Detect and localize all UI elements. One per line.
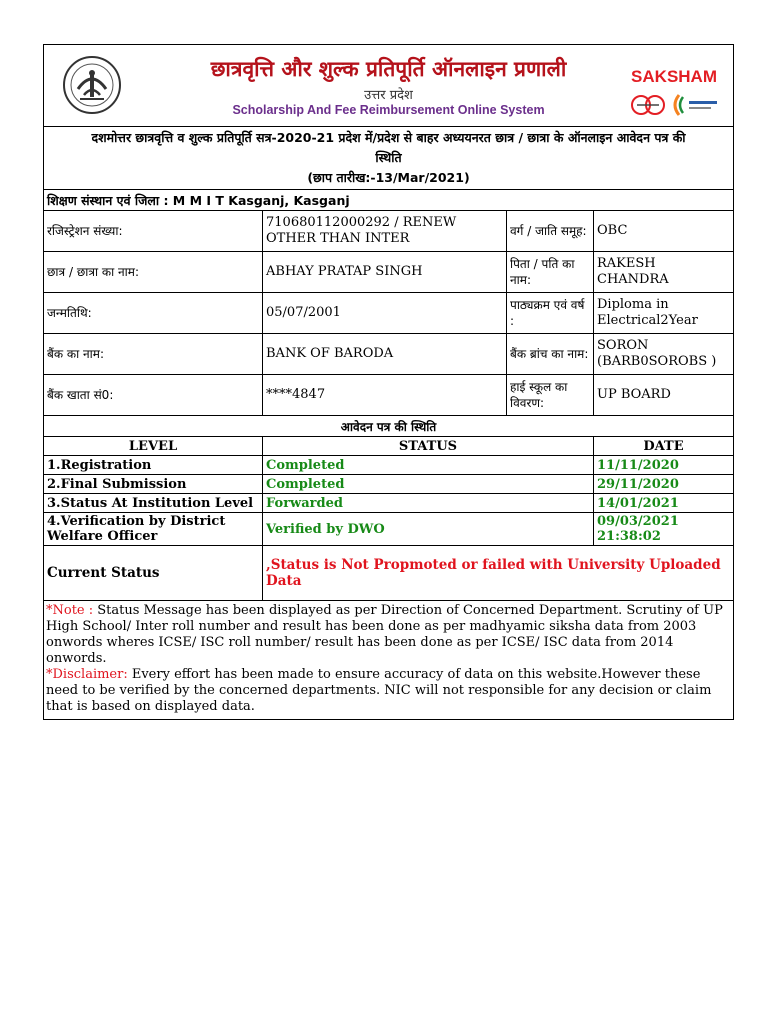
detail-row xyxy=(44,252,734,293)
level-cell: 4.Verification by District Welfare Officer xyxy=(44,513,263,546)
status-cell: Verified by DWO xyxy=(263,513,594,546)
category-label: वर्ग / जाति समूह: xyxy=(507,211,594,252)
status-section-title: आवेदन पत्र की स्थिति xyxy=(44,416,734,437)
detail-row xyxy=(44,334,734,375)
father-name-value: RAKESH CHANDRA xyxy=(594,252,734,293)
disclaimer-label: *Disclaimer: xyxy=(46,667,128,682)
status-column-header-cell: STATUS xyxy=(263,437,594,456)
registration-value: 710680112000292 / RENEW OTHER THAN INTER xyxy=(263,211,507,252)
course-label: पाठ्यक्रम एवं वर्ष : xyxy=(507,293,594,334)
detail-row xyxy=(44,293,734,334)
header-row xyxy=(44,45,734,127)
status-cell: Completed xyxy=(263,475,594,494)
detail-row xyxy=(44,211,734,252)
status-report xyxy=(43,44,733,720)
level-cell: 2.Final Submission xyxy=(44,475,263,494)
bank-name-label: बैंक का नाम: xyxy=(44,334,263,375)
date-cell: 09/03/2021 21:38:02 xyxy=(594,513,734,546)
status-cell: Forwarded xyxy=(263,494,594,513)
note-label: *Note : xyxy=(46,603,94,618)
current-status-label: Current Status xyxy=(44,546,263,601)
saksham-digital-india-logos-icon xyxy=(631,91,719,119)
status-column-header xyxy=(44,437,734,456)
account-number-label: बैंक खाता सं0: xyxy=(44,375,263,416)
date-cell: 29/11/2020 xyxy=(594,475,734,494)
date-cell: 14/01/2021 xyxy=(594,494,734,513)
high-school-value: UP BOARD xyxy=(594,375,734,416)
institution-row xyxy=(44,190,734,211)
print-date: (छाप तारीख:-13/Mar/2021) xyxy=(307,170,470,185)
date-column-header: DATE xyxy=(594,437,734,456)
current-status-value: ,Status is Not Propmoted or failed with University Uploaded Data xyxy=(263,546,734,601)
level-cell: 1.Registration xyxy=(44,456,263,475)
institution-district: शिक्षण संस्थान एवं जिला : M M I T Kasganj, Kasganj xyxy=(44,190,734,211)
course-value: Diploma in Electrical2Year xyxy=(594,293,734,334)
bank-name-value: BANK OF BARODA xyxy=(263,334,507,375)
father-name-label: पिता / पति का नाम: xyxy=(507,252,594,293)
table-row xyxy=(44,513,734,546)
dob-value: 05/07/2001 xyxy=(263,293,507,334)
saksham-brand: SAKSHAM xyxy=(631,67,717,86)
table-row xyxy=(44,494,734,513)
level-column-header: LEVEL xyxy=(44,437,263,456)
detail-row xyxy=(44,375,734,416)
bank-branch-value: SORON (BARB0SOROBS ) xyxy=(594,334,734,375)
date-cell: 11/11/2020 xyxy=(594,456,734,475)
table-row xyxy=(44,456,734,475)
category-value: OBC xyxy=(594,211,734,252)
session-heading: दशमोत्तर छात्रवृत्ति व शुल्क प्रतिपूर्ति सत्र-2020-21 प्रदेश में/प्रदेश से बाहर अध्ययनरत छात्र / छात्रा के ऑनलाइन आवेदन पत्र की xyxy=(91,130,686,145)
portal-header xyxy=(44,45,733,126)
registration-label: रजिस्ट्रेशन संख्या: xyxy=(44,211,263,252)
student-name-value: ABHAY PRATAP SINGH xyxy=(263,252,507,293)
dob-label: जन्मतिथि: xyxy=(44,293,263,334)
intro-row xyxy=(44,127,734,190)
bank-branch-label: बैंक ब्रांच का नाम: xyxy=(507,334,594,375)
high-school-label: हाई स्कूल का विवरण: xyxy=(507,375,594,416)
status-section-row xyxy=(44,416,734,437)
disclaimer-text: Every effort has been made to ensure accuracy of data on this website.However these need to be verified by the concerned departments. NIC will not responsible for any decision or claim that is based on displayed data. xyxy=(46,667,712,714)
account-number-value: ****4847 xyxy=(263,375,507,416)
portal-title-english: Scholarship And Fee Reimbursement Online System xyxy=(232,103,545,117)
state-name: उत्तर प्रदेश xyxy=(364,88,413,103)
note-block xyxy=(44,601,734,720)
status-cell: Completed xyxy=(263,456,594,475)
report-table xyxy=(43,44,734,720)
note-row xyxy=(44,601,734,720)
current-status-row xyxy=(44,546,734,601)
student-name-label: छात्र / छात्रा का नाम: xyxy=(44,252,263,293)
note-text: Status Message has been displayed as per Direction of Concerned Department. Scrutiny of UP High School/ Inter roll number and result has been done as per madhyamic siksha data from 2003 onwords wheres ICSE/ ISC roll number/ result has been done as per ICSE/ ISC data from 2014 onwords. xyxy=(46,603,723,666)
table-row xyxy=(44,475,734,494)
portal-title-hindi: छात्रवृत्ति और शुल्क प्रतिपूर्ति ऑनलाइन प्रणाली xyxy=(210,57,567,81)
level-cell: 3.Status At Institution Level xyxy=(44,494,263,513)
session-heading-cont: स्थिति xyxy=(375,150,402,165)
